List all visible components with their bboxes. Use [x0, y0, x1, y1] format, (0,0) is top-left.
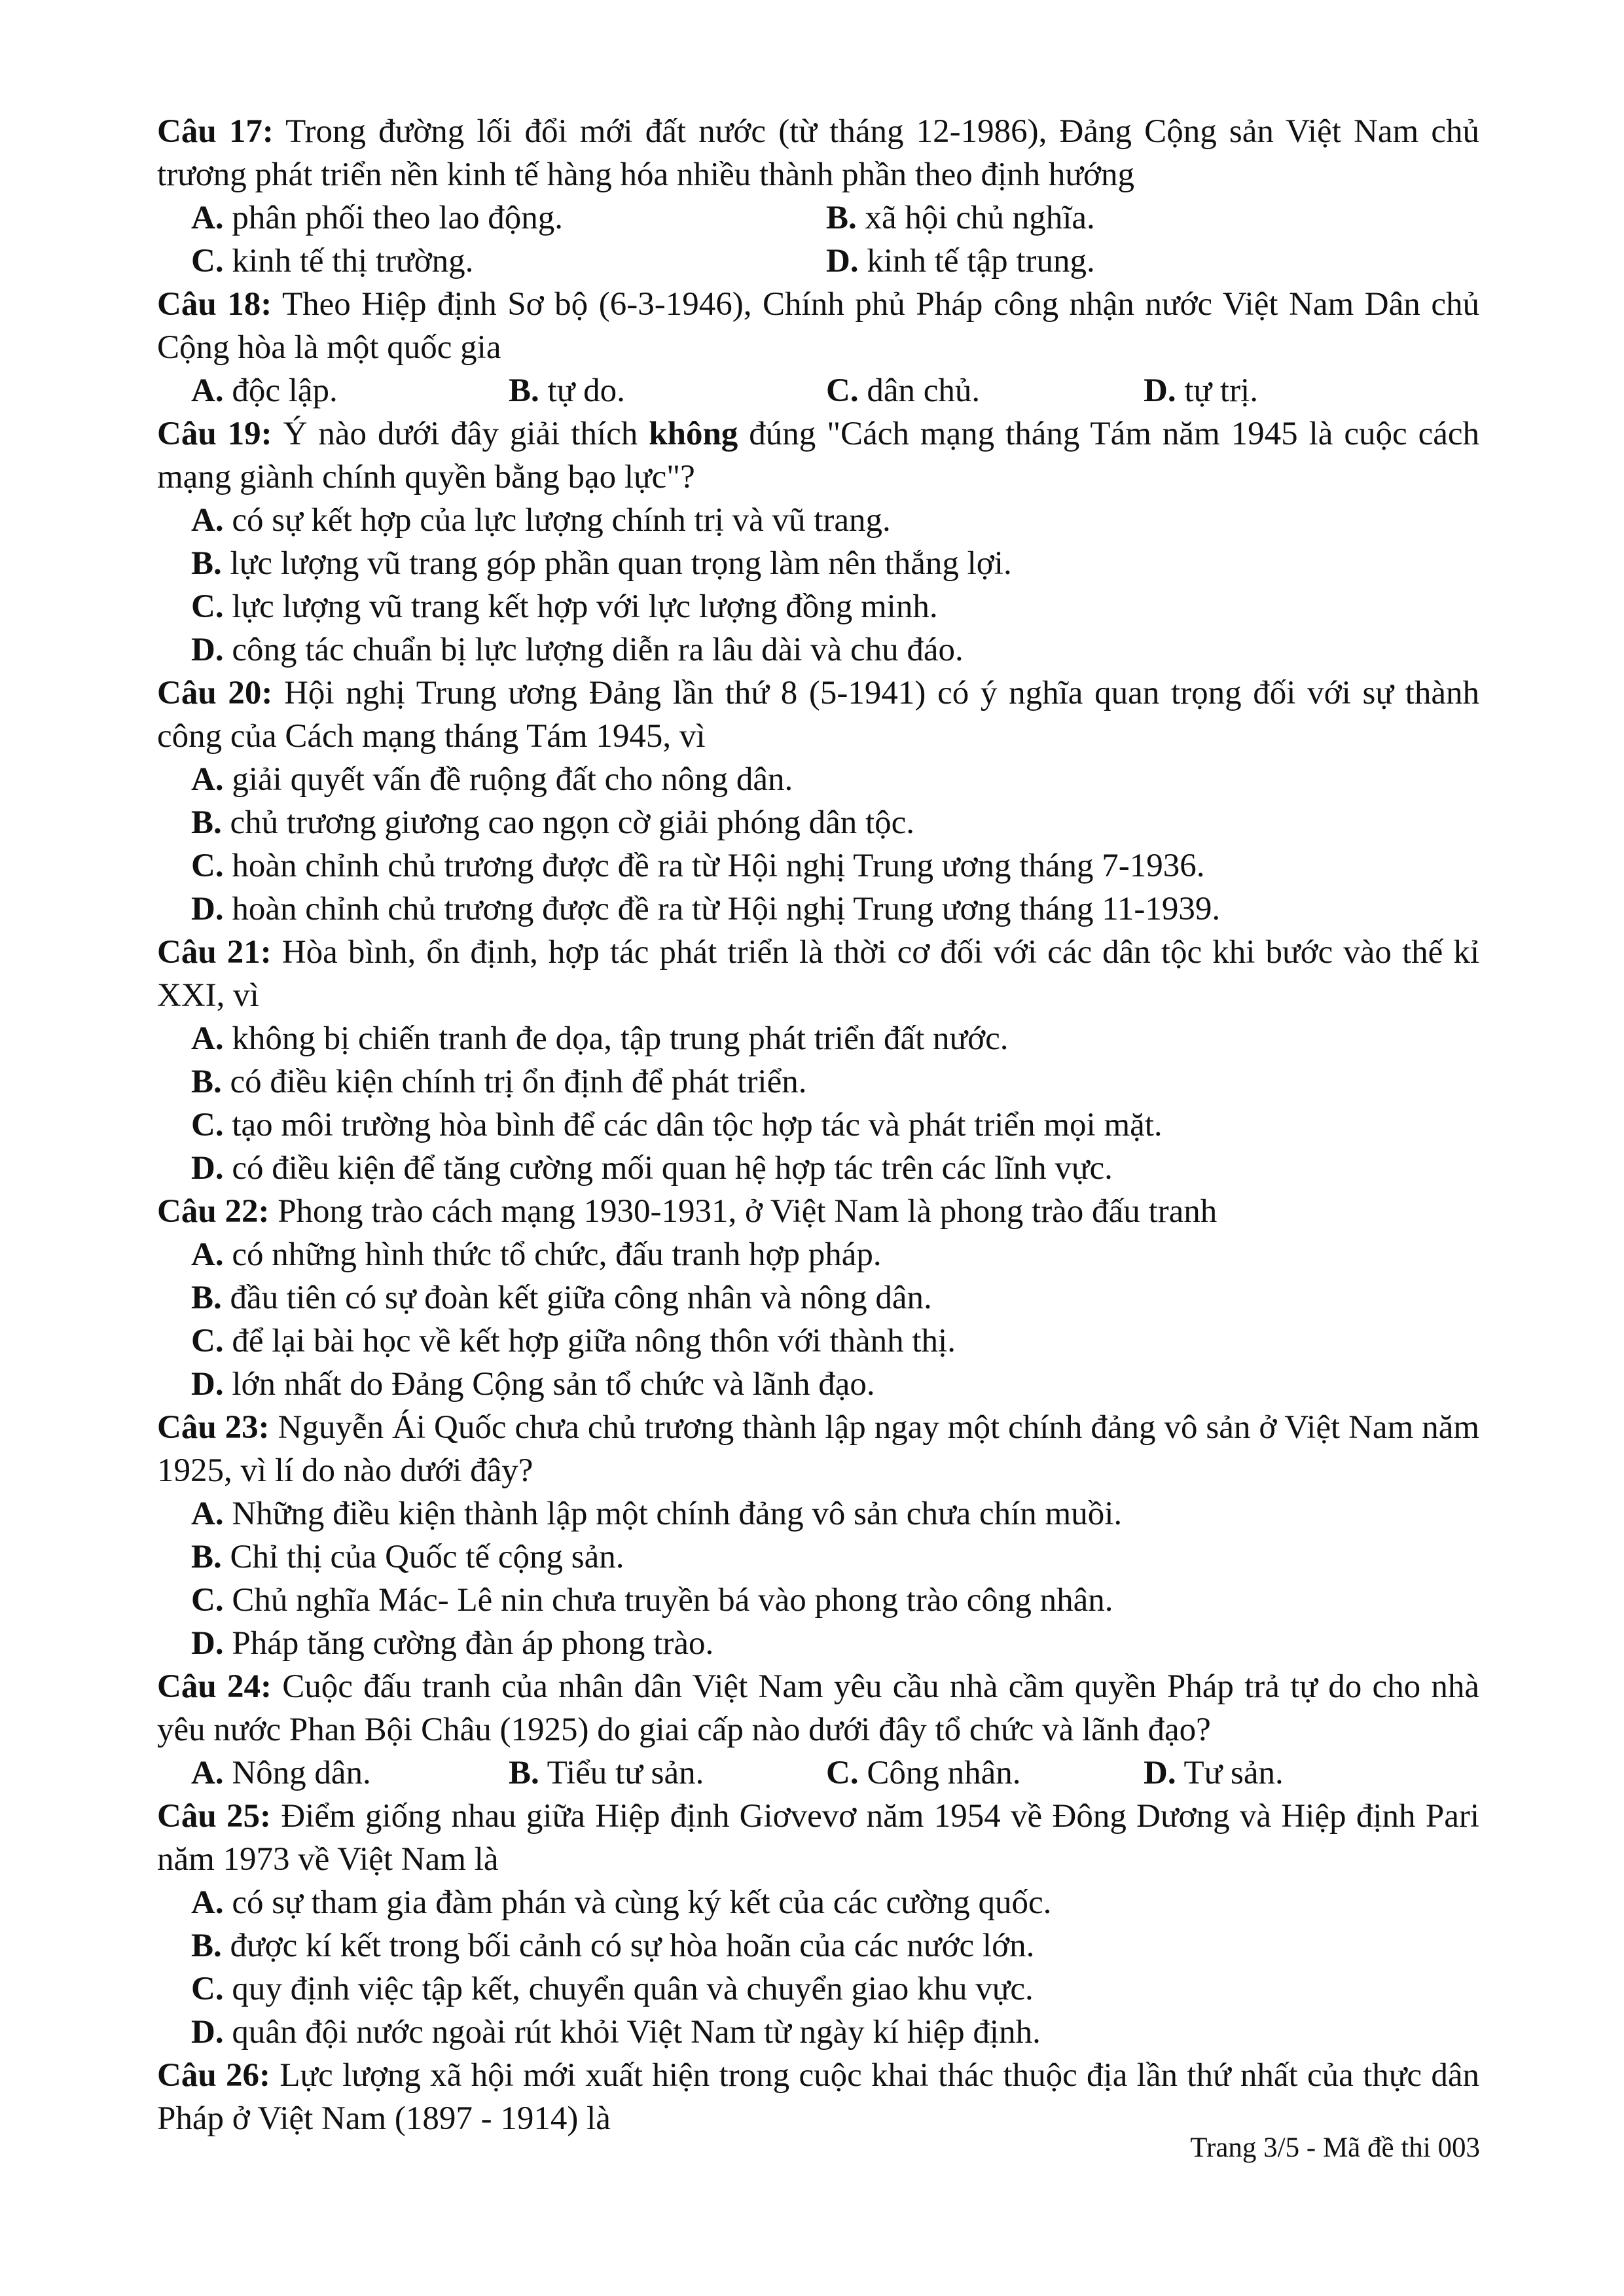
- option-c: [826, 369, 1144, 412]
- option-label: D.: [826, 243, 859, 279]
- option-a: [157, 1881, 1479, 1924]
- option-text: có điều kiện chính trị ổn định để phát triển.: [230, 1064, 807, 1100]
- option-b: [157, 1535, 1479, 1579]
- option-a: [157, 1017, 1479, 1060]
- option-text: chủ trương giương cao ngọn cờ giải phóng dân tộc.: [230, 804, 915, 841]
- question-label: Câu 17:: [157, 113, 274, 150]
- question-text: Hòa bình, ổn định, hợp tác phát triển là thời cơ đối với các dân tộc khi bước vào thế kỉ XXI, vì: [157, 934, 1480, 1014]
- option-text: lực lượng vũ trang góp phần quan trọng làm nên thắng lợi.: [230, 545, 1012, 582]
- option-text: Chỉ thị của Quốc tế cộng sản.: [230, 1539, 624, 1575]
- option-label: B.: [509, 372, 539, 409]
- option-text: không bị chiến tranh đe dọa, tập trung phát triển đất nước.: [232, 1020, 1009, 1057]
- options-group: [157, 1751, 1479, 1795]
- question-stem: [157, 1795, 1479, 1881]
- question-label: Câu 22:: [157, 1193, 270, 1230]
- option-label: A.: [191, 1236, 224, 1273]
- option-label: D.: [191, 1625, 224, 1662]
- option-text: đầu tiên có sự đoàn kết giữa công nhân và nông dân.: [230, 1280, 932, 1316]
- option-b: [509, 1751, 826, 1795]
- option-c: [826, 1751, 1144, 1795]
- option-text: có sự kết hợp của lực lượng chính trị và vũ trang.: [232, 502, 891, 539]
- option-text: độc lập.: [232, 372, 338, 409]
- option-label: D.: [191, 1150, 224, 1187]
- question-26: [157, 2054, 1479, 2140]
- option-label: B.: [826, 200, 857, 236]
- option-text: quân đội nước ngoài rút khỏi Việt Nam từ ngày kí hiệp định.: [232, 2014, 1041, 2051]
- option-d: [157, 1363, 1479, 1406]
- question-24: [157, 1665, 1479, 1795]
- question-text: Điểm giống nhau giữa Hiệp định Giơvevơ năm 1954 về Đông Dương và Hiệp định Pari năm 1973 về Việt Nam là: [157, 1798, 1479, 1878]
- options-group: [157, 1881, 1479, 2054]
- option-text: giải quyết vấn đề ruộng đất cho nông dân.: [232, 761, 793, 798]
- option-label: C.: [191, 243, 224, 279]
- question-19: [157, 412, 1479, 672]
- question-text: đúng "Cách mạng tháng Tám năm 1945 là cuộc cách mạng giành chính quyền bằng bạo lực"?: [157, 416, 1479, 495]
- option-b: [509, 369, 826, 412]
- option-label: D.: [1144, 372, 1176, 409]
- question-text: Hội nghị Trung ương Đảng lần thứ 8 (5-1941) có ý nghĩa quan trọng đối với sự thành công của Cách mạng tháng Tám 1945, vì: [157, 675, 1479, 755]
- option-d: [1144, 369, 1471, 412]
- option-text: Chủ nghĩa Mác- Lê nin chưa truyền bá vào phong trào công nhân.: [232, 1582, 1113, 1619]
- question-text: Trong đường lối đổi mới đất nước (từ tháng 12-1986), Đảng Cộng sản Việt Nam chủ trương phát triển nền kinh tế hàng hóa nhiều thành phần theo định hướng: [157, 113, 1479, 193]
- question-stem: [157, 283, 1479, 369]
- option-label: B.: [191, 1280, 222, 1316]
- question-23: [157, 1406, 1479, 1665]
- option-label: A.: [191, 1884, 224, 1921]
- option-label: A.: [191, 372, 224, 409]
- question-stem: [157, 672, 1479, 758]
- option-text: lớn nhất do Đảng Cộng sản tổ chức và lãnh đạo.: [232, 1366, 875, 1403]
- question-label: Câu 26:: [157, 2057, 270, 2094]
- option-text: được kí kết trong bối cảnh có sự hòa hoãn của các nước lớn.: [230, 1928, 1035, 1964]
- option-label: B.: [191, 1928, 222, 1964]
- option-c: [191, 240, 826, 283]
- question-text: Lực lượng xã hội mới xuất hiện trong cuộc khai thác thuộc địa lần thứ nhất của thực dân Pháp ở Việt Nam (1897 - 1914) là: [157, 2057, 1480, 2137]
- question-text: Phong trào cách mạng 1930-1931, ở Việt Nam là phong trào đấu tranh: [278, 1193, 1218, 1230]
- option-text: kinh tế thị trường.: [232, 243, 474, 279]
- option-text: Nông dân.: [232, 1755, 371, 1791]
- option-b: [157, 1060, 1479, 1103]
- question-text: Theo Hiệp định Sơ bộ (6-3-1946), Chính phủ Pháp công nhận nước Việt Nam Dân chủ Cộng hòa là một quốc gia: [157, 286, 1479, 366]
- option-a: [191, 1751, 509, 1795]
- option-label: C.: [191, 848, 224, 884]
- option-text: Tư sản.: [1183, 1755, 1284, 1791]
- option-text: công tác chuẩn bị lực lượng diễn ra lâu dài và chu đáo.: [232, 632, 964, 668]
- option-label: C.: [826, 372, 859, 409]
- option-label: D.: [191, 891, 224, 927]
- option-text: lực lượng vũ trang kết hợp với lực lượng đồng minh.: [232, 588, 938, 625]
- option-b: [157, 542, 1479, 585]
- question-stem: [157, 412, 1479, 499]
- question-18: [157, 283, 1479, 412]
- option-label: C.: [826, 1755, 859, 1791]
- question-label: Câu 25:: [157, 1798, 272, 1835]
- option-text: dân chủ.: [867, 372, 981, 409]
- question-stem: [157, 1665, 1479, 1751]
- option-label: A.: [191, 502, 224, 539]
- options-group: [157, 1017, 1479, 1190]
- page-footer: Trang 3/5 - Mã đề thi 003: [1190, 2132, 1480, 2163]
- option-text: Công nhân.: [867, 1755, 1021, 1791]
- option-label: A.: [191, 1755, 224, 1791]
- option-label: C.: [191, 1323, 224, 1359]
- option-c: [157, 1967, 1479, 2011]
- option-d: [826, 240, 1481, 283]
- question-label: Câu 19:: [157, 416, 272, 452]
- option-label: D.: [191, 2014, 224, 2051]
- option-text: tạo môi trường hòa bình để các dân tộc hợp tác và phát triển mọi mặt.: [232, 1107, 1163, 1143]
- option-text: kinh tế tập trung.: [867, 243, 1095, 279]
- question-label: Câu 20:: [157, 675, 273, 711]
- option-b: [157, 801, 1479, 844]
- question-21: [157, 931, 1479, 1190]
- option-a: [157, 758, 1479, 801]
- option-label: C.: [191, 1971, 224, 2007]
- option-d: [157, 1622, 1479, 1665]
- option-d: [157, 888, 1479, 931]
- option-label: B.: [509, 1755, 539, 1791]
- option-text: phân phối theo lao động.: [232, 200, 564, 236]
- option-c: [157, 1579, 1479, 1622]
- option-label: B.: [191, 1539, 222, 1575]
- option-text: tự trị.: [1184, 372, 1258, 409]
- question-22: [157, 1190, 1479, 1406]
- question-label: Câu 23:: [157, 1409, 270, 1446]
- option-label: B.: [191, 545, 222, 582]
- option-a: [191, 196, 826, 240]
- option-text: hoàn chỉnh chủ trương được đề ra từ Hội nghị Trung ương tháng 7-1936.: [232, 848, 1205, 884]
- option-label: C.: [191, 588, 224, 625]
- option-label: C.: [191, 1582, 224, 1619]
- options-group: [157, 196, 1479, 283]
- option-text: tự do.: [547, 372, 625, 409]
- option-label: A.: [191, 1496, 224, 1532]
- option-b: [826, 196, 1481, 240]
- option-text: để lại bài học về kết hợp giữa nông thôn với thành thị.: [232, 1323, 956, 1359]
- option-d: [1144, 1751, 1471, 1795]
- option-a: [157, 1233, 1479, 1276]
- options-group: [157, 1492, 1479, 1665]
- option-a: [157, 1492, 1479, 1535]
- option-c: [157, 1319, 1479, 1363]
- options-group: [157, 758, 1479, 931]
- option-text: có những hình thức tổ chức, đấu tranh hợp pháp.: [232, 1236, 882, 1273]
- option-label: A.: [191, 761, 224, 798]
- option-d: [157, 1147, 1479, 1190]
- option-text: Những điều kiện thành lập một chính đảng vô sản chưa chín muồi.: [232, 1496, 1123, 1532]
- question-list: [157, 110, 1479, 2140]
- question-17: [157, 110, 1479, 283]
- option-c: [157, 1103, 1479, 1147]
- question-text: Nguyễn Ái Quốc chưa chủ trương thành lập ngay một chính đảng vô sản ở Việt Nam năm 1925, vì lí do nào dưới đây?: [157, 1409, 1480, 1489]
- option-text: xã hội chủ nghĩa.: [865, 200, 1095, 236]
- question-label: Câu 18:: [157, 286, 272, 323]
- question-stem: [157, 2054, 1479, 2140]
- option-label: D.: [1144, 1755, 1176, 1791]
- option-text: quy định việc tập kết, chuyển quân và chuyển giao khu vực.: [232, 1971, 1034, 2007]
- options-group: [157, 1233, 1479, 1406]
- question-stem: [157, 1406, 1479, 1492]
- option-label: D.: [191, 1366, 224, 1403]
- question-stem: [157, 1190, 1479, 1233]
- question-20: [157, 672, 1479, 931]
- option-a: [191, 369, 509, 412]
- option-label: C.: [191, 1107, 224, 1143]
- options-group: [157, 369, 1479, 412]
- question-text: Cuộc đấu tranh của nhân dân Việt Nam yêu cầu nhà cầm quyền Pháp trả tự do cho nhà yêu nước Phan Bội Châu (1925) do giai cấp nào dưới đây tổ chức và lãnh đạo?: [157, 1668, 1480, 1748]
- option-d: [157, 628, 1479, 672]
- option-b: [157, 1276, 1479, 1319]
- question-25: [157, 1795, 1479, 2054]
- option-c: [157, 844, 1479, 888]
- question-text: Ý nào dưới đây giải thích: [283, 416, 649, 452]
- option-text: có điều kiện để tăng cường mối quan hệ hợp tác trên các lĩnh vực.: [232, 1150, 1113, 1187]
- option-b: [157, 1924, 1479, 1967]
- option-label: B.: [191, 1064, 222, 1100]
- question-label: Câu 24:: [157, 1668, 272, 1705]
- option-label: B.: [191, 804, 222, 841]
- option-text: Pháp tăng cường đàn áp phong trào.: [232, 1625, 714, 1662]
- options-group: [157, 499, 1479, 672]
- question-label: Câu 21:: [157, 934, 272, 971]
- option-c: [157, 585, 1479, 628]
- question-emphasis: không: [649, 416, 738, 452]
- option-label: D.: [191, 632, 224, 668]
- option-d: [157, 2011, 1479, 2054]
- option-text: hoàn chỉnh chủ trương được đề ra từ Hội nghị Trung ương tháng 11-1939.: [232, 891, 1221, 927]
- option-text: có sự tham gia đàm phán và cùng ký kết của các cường quốc.: [232, 1884, 1052, 1921]
- option-text: Tiểu tư sản.: [547, 1755, 704, 1791]
- option-label: A.: [191, 1020, 224, 1057]
- option-a: [157, 499, 1479, 542]
- question-stem: [157, 931, 1479, 1017]
- question-stem: [157, 110, 1479, 196]
- option-label: A.: [191, 200, 224, 236]
